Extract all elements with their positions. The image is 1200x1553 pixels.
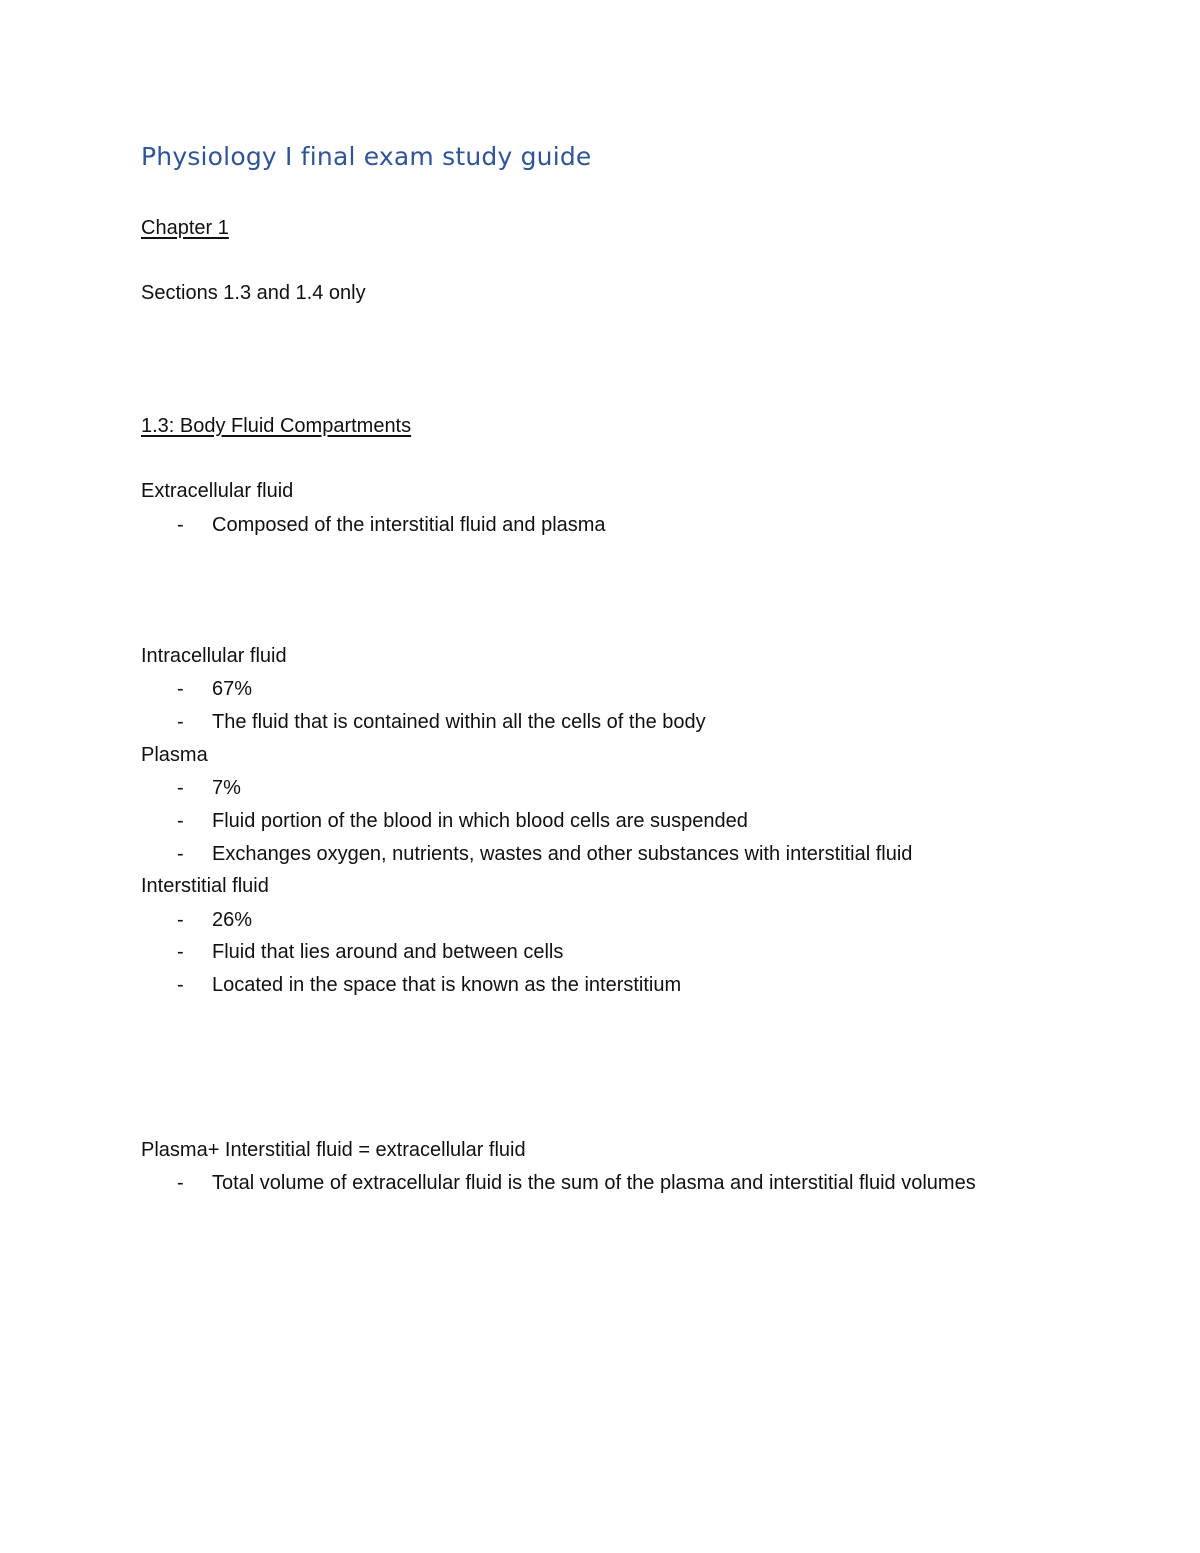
bullet-dash: - bbox=[177, 843, 184, 865]
list-item-text: Fluid that lies around and between cells bbox=[212, 941, 564, 963]
chapter-heading: Chapter 1 bbox=[141, 217, 229, 239]
list-item-text: 7% bbox=[212, 777, 241, 799]
bullet-dash: - bbox=[177, 777, 184, 799]
list-item-text: Exchanges oxygen, nutrients, wastes and other substances with interstitial fluid bbox=[212, 843, 913, 865]
bullet-dash: - bbox=[177, 711, 184, 733]
list-item-text: Composed of the interstitial fluid and plasma bbox=[212, 514, 606, 536]
bullet-dash: - bbox=[177, 1172, 184, 1194]
list-item-text: Located in the space that is known as the interstitium bbox=[212, 974, 682, 996]
bullet-dash: - bbox=[177, 974, 184, 996]
intracellular-heading: Intracellular fluid bbox=[141, 645, 287, 667]
document-title: Physiology I final exam study guide bbox=[141, 142, 592, 171]
list-item-text: 26% bbox=[212, 909, 253, 931]
section-heading: 1.3: Body Fluid Compartments bbox=[141, 415, 412, 437]
interstitial-heading: Interstitial fluid bbox=[141, 875, 269, 897]
plasma-heading: Plasma bbox=[141, 744, 208, 766]
bullet-dash: - bbox=[177, 909, 184, 931]
list-item-text: Total volume of extracellular fluid is the sum of the plasma and interstitial fluid volumes bbox=[212, 1172, 976, 1194]
sections-note: Sections 1.3 and 1.4 only bbox=[141, 282, 366, 304]
bullet-dash: - bbox=[177, 941, 184, 963]
bullet-dash: - bbox=[177, 514, 184, 536]
bullet-dash: - bbox=[177, 810, 184, 832]
list-item-text: Fluid portion of the blood in which blood cells are suspended bbox=[212, 810, 748, 832]
bullet-dash: - bbox=[177, 678, 184, 700]
extracellular-heading: Extracellular fluid bbox=[141, 480, 294, 502]
equation-heading: Plasma+ Interstitial fluid = extracellular fluid bbox=[141, 1139, 526, 1161]
list-item-text: 67% bbox=[212, 678, 253, 700]
list-item-text: The fluid that is contained within all the cells of the body bbox=[212, 711, 706, 733]
